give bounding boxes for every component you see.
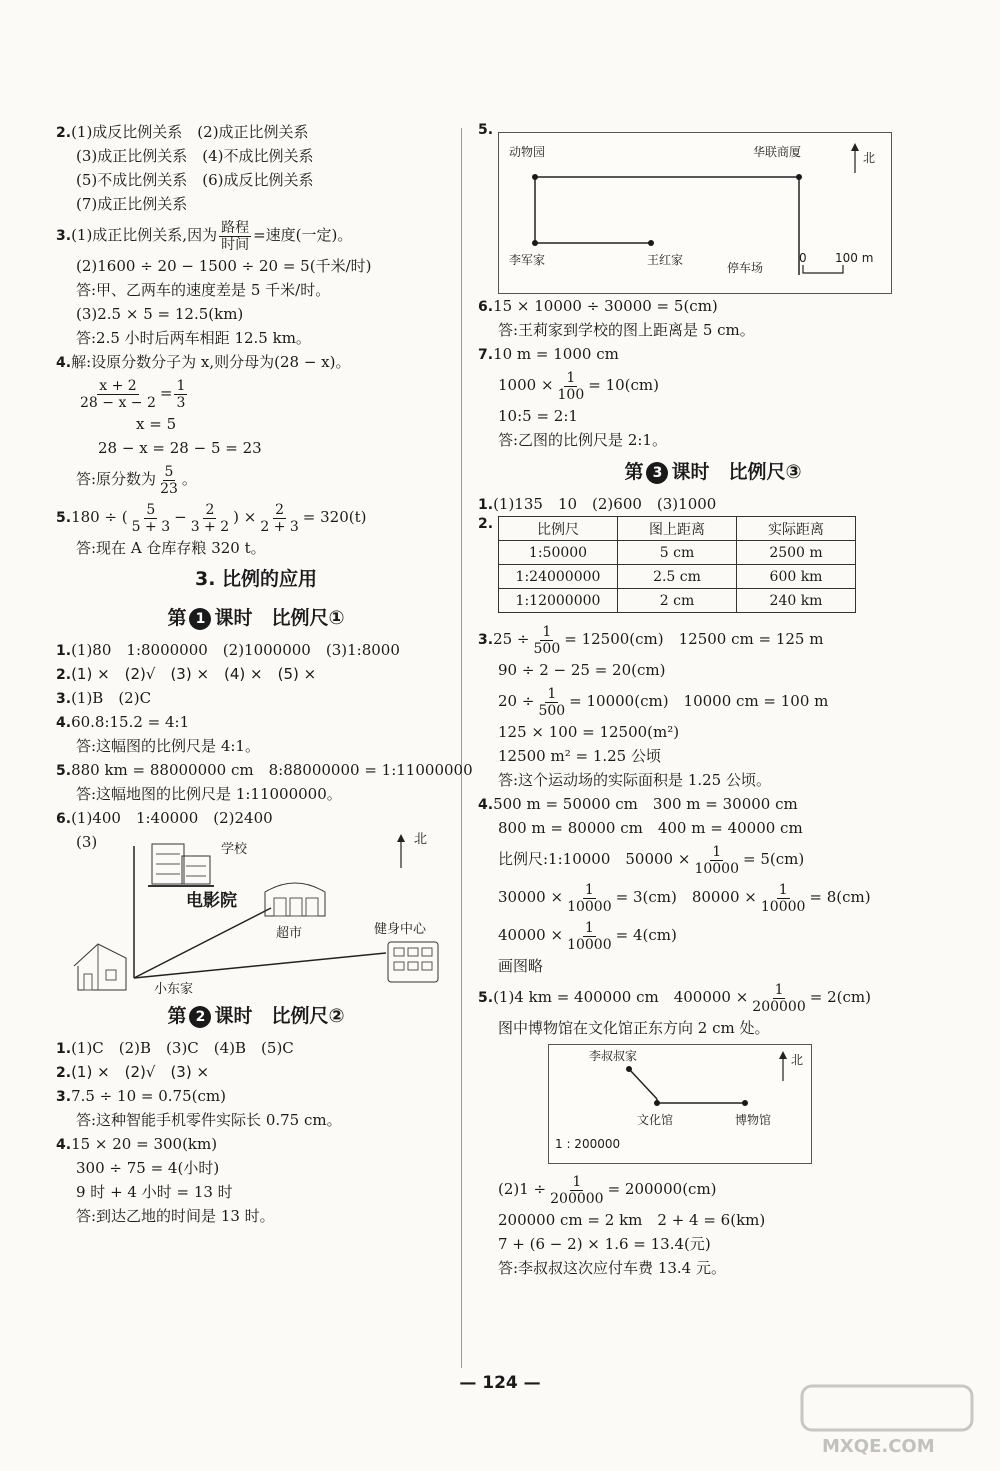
answer-line: (5)不成比例关系 (6)成反比例关系 [76, 171, 314, 189]
home-label: 小东家 [154, 982, 194, 997]
answer-line: (3)2.5 × 5 = 12.5(km) [76, 305, 244, 323]
answer-line: 答:现在 A 仓库存粮 320 t。 [76, 539, 266, 557]
north-label: 北 [863, 151, 876, 165]
answer-line: 300 ÷ 75 = 4(小时) [76, 1159, 220, 1177]
equation: $\frac{x + 2}{28 - x - 2}$ = $\frac{1}{3}$ [80, 377, 186, 411]
answer-line: (2)1 ÷ $\frac{1}{200000}$ = 200000(cm) [498, 1173, 717, 1207]
answer-line: 5.(1)4 km = 400000 cm 400000 × $\frac{1}{200000}$ = 2(cm) [478, 981, 871, 1015]
page-number: — 124 — [459, 1373, 541, 1393]
answer-line: 答:李叔叔这次应付车费 13.4 元。 [498, 1259, 726, 1277]
answer-line: 4.解:设原分数分子为 x,则分母为(28 − x)。 [56, 353, 351, 371]
answer-line: 3.7.5 ÷ 10 = 0.75(cm) [56, 1087, 226, 1105]
right-column [478, 120, 948, 1280]
answer-line: 10:5 = 2:1 [498, 407, 578, 425]
answer-line: (7)成正比例关系 [76, 195, 188, 213]
answer-line: 4.60.8:15.2 = 4:1 [56, 713, 190, 731]
market-icon [260, 872, 330, 920]
route-map [498, 132, 892, 294]
route-map-2 [548, 1044, 812, 1164]
mall-label: 华联商厦 [753, 145, 802, 159]
answer-line: 答:这幅图的比例尺是 4:1。 [76, 737, 260, 755]
school-label: 学校 [221, 842, 248, 857]
answer-line: 4.15 × 20 = 300(km) [56, 1135, 218, 1153]
answer-line: 3.(1)成正比例关系,因为 $\frac{\text{路程}}{\text{时间}}$ =速度(一定)。 [56, 219, 353, 253]
gym-label: 健身中心 [374, 922, 427, 937]
answer-line: (2)1600 ÷ 20 − 1500 ÷ 20 = 5(千米/时) [76, 257, 372, 275]
answer-line: 6.(1)400 1:40000 (2)2400 [56, 809, 273, 827]
zoo-dot [532, 174, 538, 180]
table-header: 图上距离 [618, 517, 737, 541]
answer-line: 3.25 ÷ $\frac{1}{500}$ = 12500(cm) 12500 cm = 125 m [478, 623, 824, 657]
answer-line: 90 ÷ 2 − 25 = 20(cm) [498, 661, 666, 679]
answer-line: 20 ÷ $\frac{1}{500}$ = 10000(cm) 10000 cm = 100 m [498, 685, 829, 719]
answer-line: 7.10 m = 1000 cm [478, 345, 619, 363]
lijun-label: 李军家 [509, 253, 546, 267]
answer-line: 2.(1) × (2)√ (3) × [56, 1063, 210, 1081]
table-row: 1:12000000 2 cm 240 km [499, 589, 856, 613]
section-title: 3. 比例的应用 [194, 568, 318, 590]
lesson-title: 第 2 课时 比例尺② [167, 1005, 345, 1027]
school-icon [146, 834, 216, 889]
answer-line: 5.180 ÷ ( $\frac{5}{5 + 3}$ − $\frac{2}{3 + 2}$ ) × $\frac{2}{2 + 3}$ = 320(t) [56, 501, 367, 535]
culture-label: 文化馆 [637, 1113, 674, 1127]
answer-line: 800 m = 80000 cm 400 m = 40000 cm [498, 819, 803, 837]
market-label: 超市 [276, 926, 303, 941]
answer-line: 答:乙图的比例尺是 2:1。 [498, 431, 667, 449]
answer-line: 5.880 km = 88000000 cm 8:88000000 = 1:11000000 [56, 761, 473, 779]
answer-line: 1.(1)80 1:8000000 (2)1000000 (3)1:8000 [56, 641, 400, 659]
route-lines [499, 133, 891, 293]
culture-dot [654, 1100, 660, 1106]
uncle-dot [626, 1066, 632, 1072]
museum-label: 博物馆 [735, 1113, 772, 1127]
answer-line: 比例尺:1:10000 50000 × $\frac{1}{10000}$ = 5(cm) [498, 843, 805, 877]
answer-line: 30000 × $\frac{1}{10000}$ = 3(cm) 80000 × $\frac{1}{10000}$ = 8(cm) [498, 881, 871, 915]
mall-dot [796, 174, 802, 180]
answer-line: 答:到达乙地的时间是 13 时。 [76, 1207, 275, 1225]
column-divider [461, 128, 462, 1368]
lesson-title: 第 3 课时 比例尺③ [624, 461, 802, 483]
answer-line: 7 + (6 − 2) × 1.6 = 13.4(元) [498, 1235, 711, 1253]
answer-line: 答:原分数为 $\frac{5}{23}$ 。 [76, 463, 197, 497]
answer-line: 答:2.5 小时后两车相距 12.5 km。 [76, 329, 311, 347]
table-row: 1:50000 5 cm 2500 m [499, 541, 856, 565]
scale-label: 1 : 200000 [555, 1137, 621, 1151]
watermark-logo [792, 1380, 982, 1460]
answer-line: (3) [76, 833, 98, 851]
north-label: 北 [791, 1053, 804, 1067]
scale-table-block: 2. 比例尺 图上距离 实际距离 1:50000 5 cm 2500 m 1:24000000 2.5 cm 600 km 1:12000000 2 cm 240 km [478, 516, 948, 620]
wanghong-dot [648, 240, 654, 246]
answer-line: 1.(1)135 10 (2)600 (3)1000 [478, 495, 717, 513]
lijun-dot [532, 240, 538, 246]
gym-icon [386, 938, 442, 984]
table-header: 比例尺 [499, 517, 618, 541]
watermark-text: MXQE.COM [822, 1436, 935, 1457]
answer-line: (3)成正比例关系 (4)不成比例关系 [76, 147, 314, 165]
scale-zero: 0 [799, 251, 807, 265]
answer-line: x = 5 [136, 415, 177, 433]
zoo-label: 动物园 [509, 145, 546, 159]
scale-table [498, 516, 856, 613]
answer-line: 6.15 × 10000 ÷ 30000 = 5(cm) [478, 297, 718, 315]
north-label: 北 [414, 832, 428, 847]
table-header: 实际距离 [737, 517, 856, 541]
scale-hundred: 100 m [835, 251, 874, 265]
answer-line: 答:王莉家到学校的图上距离是 5 cm。 [498, 321, 755, 339]
house-icon [70, 940, 140, 994]
answer-line: 12500 m² = 1.25 公顷 [498, 747, 661, 765]
answer-line: 1.(1)C (2)B (3)C (4)B (5)C [56, 1039, 294, 1057]
cinema-label: 电影院 [186, 891, 237, 911]
location-map [56, 828, 456, 996]
fraction: $\frac{\text{路程}}{\text{时间}}$ [221, 219, 250, 253]
answer-line: 答:甲、乙两车的速度差是 5 千米/时。 [76, 281, 331, 299]
uncle-label: 李叔叔家 [589, 1049, 638, 1063]
answer-line: 9 时 + 4 小时 = 13 时 [76, 1183, 233, 1201]
answer-line: 3.(1)B (2)C [56, 689, 152, 707]
answer-line: 答:这个运动场的实际面积是 1.25 公顷。 [498, 771, 771, 789]
lesson-title: 第 1 课时 比例尺① [167, 607, 345, 629]
answer-line: 28 − x = 28 − 5 = 23 [98, 439, 262, 457]
answer-line: 40000 × $\frac{1}{10000}$ = 4(cm) [498, 919, 677, 953]
answer-line: 答:这幅地图的比例尺是 1:11000000。 [76, 785, 342, 803]
answer-line: 5. [478, 122, 494, 138]
answer-line: 2.(1) × (2)√ (3) × (4) × (5) × [56, 665, 317, 683]
answer-line: 画图略 [498, 957, 544, 975]
answer-line: 图中博物馆在文化馆正东方向 2 cm 处。 [498, 1019, 770, 1037]
museum-dot [742, 1100, 748, 1106]
answer-line: 125 × 100 = 12500(m²) [498, 723, 680, 741]
answer-line: 1000 × $\frac{1}{100}$ = 10(cm) [498, 369, 660, 403]
wanghong-label: 王红家 [647, 253, 684, 267]
answer-line: 2.(1)成反比例关系 (2)成正比例关系 [56, 123, 309, 141]
answer-line: 4.500 m = 50000 cm 300 m = 30000 cm [478, 795, 798, 813]
answer-line: 答:这种智能手机零件实际长 0.75 cm。 [76, 1111, 342, 1129]
table-row: 1:24000000 2.5 cm 600 km [499, 565, 856, 589]
left-column [56, 120, 473, 1228]
parking-label: 停车场 [727, 261, 764, 275]
answer-line: 200000 cm = 2 km 2 + 4 = 6(km) [498, 1211, 766, 1229]
